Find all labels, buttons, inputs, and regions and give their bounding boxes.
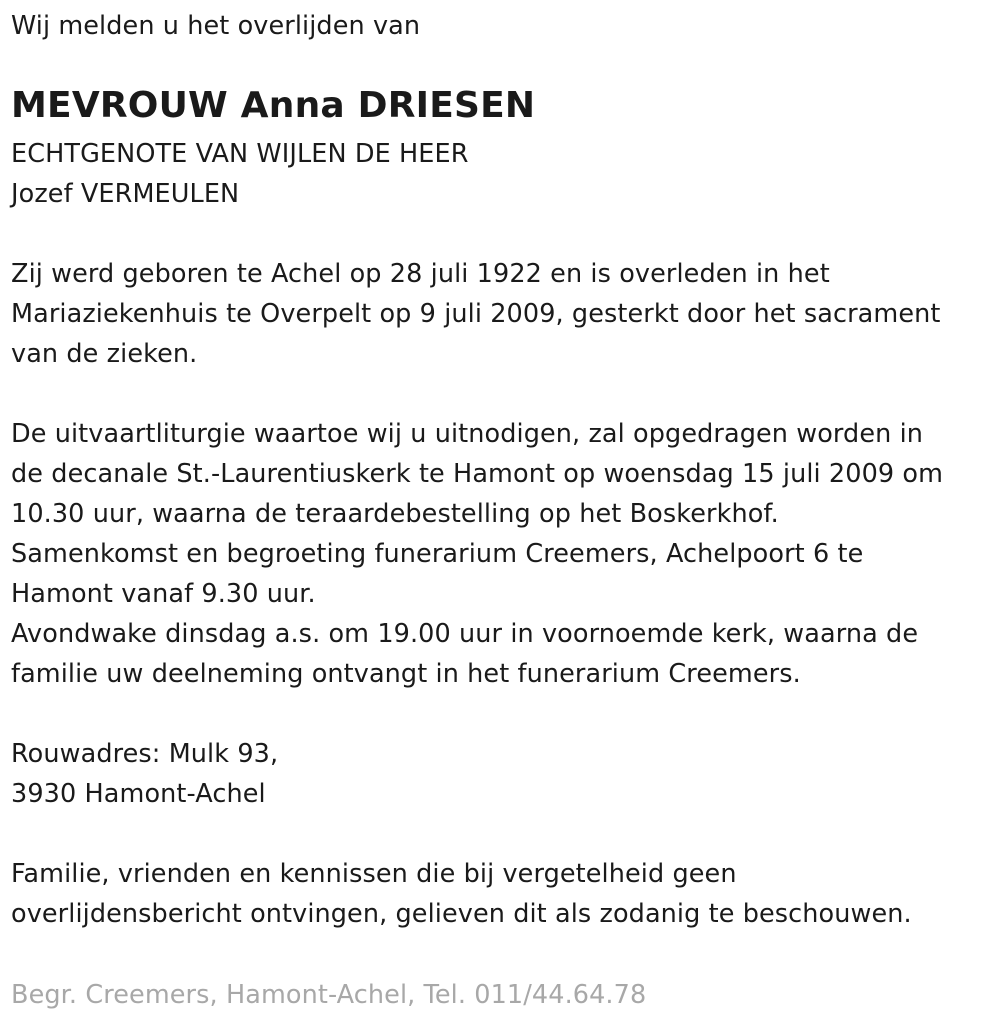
address-line: Rouwadres: Mulk 93, xyxy=(11,739,279,769)
paragraph-line: Zij werd geboren te Achel op 28 juli 1922 en is overleden in het xyxy=(11,259,830,289)
spouse-name: Jozef VERMEULEN xyxy=(11,179,240,209)
spouse-relation: ECHTGENOTE VAN WIJLEN DE HEER xyxy=(11,139,469,169)
paragraph-line: Samenkomst en begroeting funerarium Creemers, Achelpoort 6 te xyxy=(11,539,864,569)
funeral-paragraph xyxy=(11,414,943,694)
paragraph-line: 10.30 uur, waarna de teraardebestelling op het Boskerkhof. xyxy=(11,499,779,529)
family-paragraph xyxy=(11,854,912,934)
funeral-home-footer: Begr. Creemers, Hamont-Achel, Tel. 011/44.64.78 xyxy=(11,980,647,1010)
intro-text: Wij melden u het overlijden van xyxy=(11,11,421,41)
paragraph-line: De uitvaartliturgie waartoe wij u uitnodigen, zal opgedragen worden in xyxy=(11,419,924,449)
paragraph-line: familie uw deelneming ontvangt in het funerarium Creemers. xyxy=(11,659,801,689)
birth-death-paragraph xyxy=(11,254,941,374)
paragraph-line: Mariaziekenhuis te Overpelt op 9 juli 2009, gesterkt door het sacrament xyxy=(11,299,941,329)
paragraph-line: de decanale St.-Laurentiuskerk te Hamont op woensdag 15 juli 2009 om xyxy=(11,459,944,489)
paragraph-line: overlijdensbericht ontvingen, gelieven dit als zodanig te beschouwen. xyxy=(11,899,912,929)
paragraph-line: Familie, vrienden en kennissen die bij vergetelheid geen xyxy=(11,859,737,889)
address-line: 3930 Hamont-Achel xyxy=(11,779,266,809)
paragraph-line: Hamont vanaf 9.30 uur. xyxy=(11,579,316,609)
deceased-name: MEVROUW Anna DRIESEN xyxy=(11,85,536,126)
paragraph-line: van de zieken. xyxy=(11,339,198,369)
mourning-address xyxy=(11,734,278,814)
paragraph-line: Avondwake dinsdag a.s. om 19.00 uur in voornoemde kerk, waarna de xyxy=(11,619,919,649)
